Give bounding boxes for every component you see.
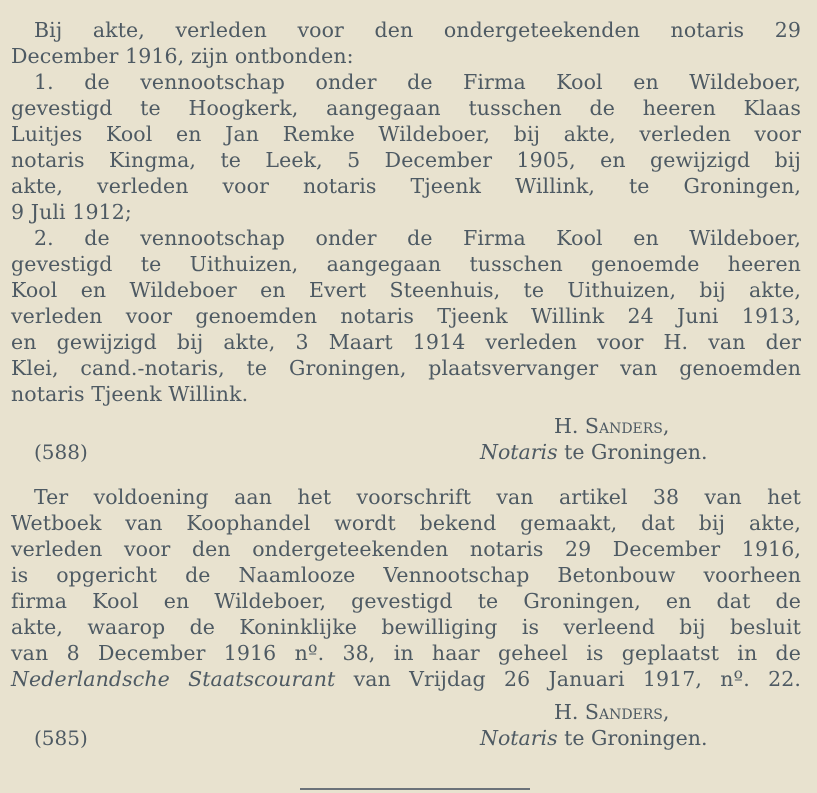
text-line: Wetboek van Koophandel wordt bekend gemaakt, dat bij akte, xyxy=(11,511,801,535)
text-line: Kool en Wildeboer en Evert Steenhuis, te Uithuizen, bij akte, xyxy=(11,278,801,302)
notice-reference: (585) xyxy=(34,726,88,750)
text-line: 2. de vennootschap onder de Firma Kool en Wildeboer, xyxy=(34,226,801,250)
text-fragment: van Vrijdag 26 Januari 1917, nº. 22. xyxy=(335,667,801,691)
text-line: notaris Tjeenk Willink. xyxy=(11,382,249,406)
signer-place: te Groningen. xyxy=(564,440,708,464)
signer-title xyxy=(480,725,708,751)
text-line: van 8 December 1916 nº. 38, in haar geheel is geplaatst in de xyxy=(11,641,801,665)
signer-role: Notaris xyxy=(480,726,558,750)
text-line: is opgericht de Naamlooze Vennootschap Betonbouw voorheen xyxy=(11,563,801,587)
text-line: notaris Kingma, te Leek, 5 December 1905, en gewijzigd bij xyxy=(11,148,801,172)
text-line: gevestigd te Hoogkerk, aangegaan tusschen de heeren Klaas xyxy=(11,96,801,120)
text-line: akte, waarop de Koninklijke bewilliging is verleend bij besluit xyxy=(11,615,801,639)
text-line: gevestigd te Uithuizen, aangegaan tusschen genoemde heeren xyxy=(11,252,801,276)
separator-rule xyxy=(300,788,530,790)
text-line: Ter voldoening aan het voorschrift van artikel 38 van het xyxy=(34,485,801,509)
text-line: Luitjes Kool en Jan Remke Wildeboer, bij akte, verleden voor xyxy=(11,122,801,146)
text-line: 9 Juli 1912; xyxy=(11,200,132,224)
signer-role: Notaris xyxy=(480,440,558,464)
notice-reference: (588) xyxy=(34,440,88,464)
text-line: verleden voor genoemden notaris Tjeenk Willink 24 Juni 1913, xyxy=(11,304,801,328)
signer-name: H. Sanders, xyxy=(554,414,670,438)
text-line: en gewijzigd bij akte, 3 Maart 1914 verleden voor H. van der xyxy=(11,330,801,354)
text-line: Bij akte, verleden voor den ondergeteekenden notaris 29 xyxy=(34,18,801,42)
text-line: Klei, cand.-notaris, te Groningen, plaatsvervanger van genoemden xyxy=(11,356,801,380)
text-line: 1. de vennootschap onder de Firma Kool en Wildeboer, xyxy=(34,70,801,94)
newspaper-title: Nederlandsche Staatscourant xyxy=(11,667,336,691)
signer-place: te Groningen. xyxy=(564,726,708,750)
signer-name: H. Sanders, xyxy=(554,700,670,724)
text-line: December 1916, zijn ontbonden: xyxy=(11,44,354,68)
text-line: verleden voor den ondergeteekenden notaris 29 December 1916, xyxy=(11,537,801,561)
signer-title xyxy=(480,439,708,465)
text-line-last xyxy=(11,666,801,692)
text-line: firma Kool en Wildeboer, gevestigd te Groningen, en dat de xyxy=(11,589,801,613)
text-line: akte, verleden voor notaris Tjeenk Willink, te Groningen, xyxy=(11,174,801,198)
